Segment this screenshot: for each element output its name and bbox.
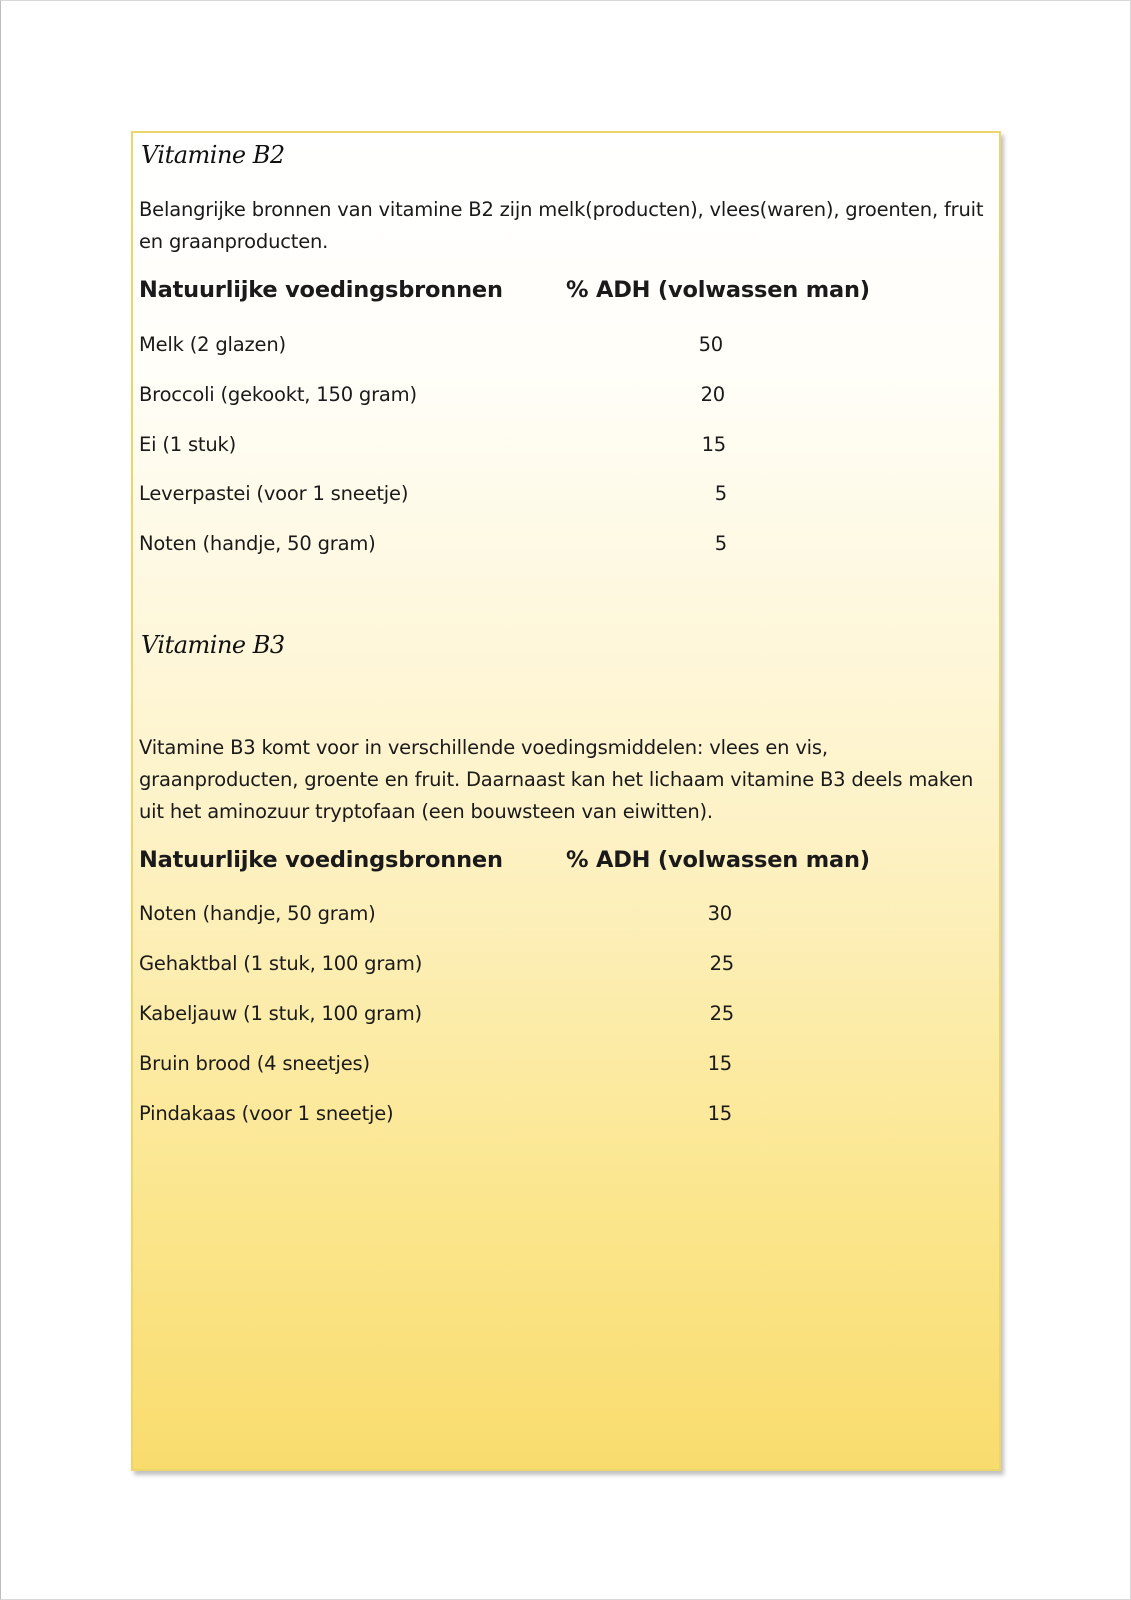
column-header-source: Natuurlijke voedingsbronnen xyxy=(139,847,503,873)
section-title-b3: Vitamine B3 xyxy=(141,631,285,659)
row-adh-value: 5 xyxy=(714,482,727,505)
row-adh-value: 15 xyxy=(707,1052,732,1075)
table-row xyxy=(139,532,989,562)
table-row xyxy=(139,433,989,463)
row-adh-value: 30 xyxy=(707,902,732,925)
table-row xyxy=(139,902,989,932)
row-source: Noten (handje, 50 gram) xyxy=(139,532,376,555)
table-row xyxy=(139,383,989,413)
row-adh-value: 15 xyxy=(707,1102,732,1125)
row-source: Kabeljauw (1 stuk, 100 gram) xyxy=(139,1002,422,1025)
table-row xyxy=(139,482,989,512)
row-adh-value: 5 xyxy=(714,532,727,555)
table-row xyxy=(139,1052,989,1082)
column-header-adh: % ADH (volwassen man) xyxy=(566,277,870,303)
row-adh-value: 15 xyxy=(701,433,726,456)
row-source: Pindakaas (voor 1 sneetje) xyxy=(139,1102,394,1125)
table-row xyxy=(139,952,989,982)
row-source: Gehaktbal (1 stuk, 100 gram) xyxy=(139,952,423,975)
section-intro-b2: Belangrijke bronnen van vitamine B2 zijn melk(producten), vlees(waren), groenten, fruit en graanproducten. xyxy=(139,198,984,253)
table-row xyxy=(139,1002,989,1032)
table-header-b3 xyxy=(139,847,989,879)
section-title-b2: Vitamine B2 xyxy=(141,141,285,169)
row-source: Leverpastei (voor 1 sneetje) xyxy=(139,482,409,505)
table-row xyxy=(139,1102,989,1132)
row-adh-value: 25 xyxy=(709,1002,734,1025)
column-header-source: Natuurlijke voedingsbronnen xyxy=(139,277,503,303)
table-row xyxy=(139,333,989,363)
content-panel xyxy=(131,131,1001,1471)
row-source: Melk (2 glazen) xyxy=(139,333,286,356)
row-source: Noten (handje, 50 gram) xyxy=(139,902,376,925)
row-adh-value: 20 xyxy=(700,383,725,406)
section-intro-b3: Vitamine B3 komt voor in verschillende voedingsmiddelen: vlees en vis, graanproducten, groente en fruit. Daarnaast kan het lichaam vitamine B3 deels maken uit het aminozuur tryptofaan (een bouwsteen van eiwitten). xyxy=(139,736,974,823)
table-header-b2 xyxy=(139,277,989,309)
row-source: Ei (1 stuk) xyxy=(139,433,237,456)
column-header-adh: % ADH (volwassen man) xyxy=(566,847,870,873)
row-adh-value: 25 xyxy=(709,952,734,975)
row-source: Bruin brood (4 sneetjes) xyxy=(139,1052,370,1075)
row-adh-value: 50 xyxy=(698,333,723,356)
row-source: Broccoli (gekookt, 150 gram) xyxy=(139,383,417,406)
